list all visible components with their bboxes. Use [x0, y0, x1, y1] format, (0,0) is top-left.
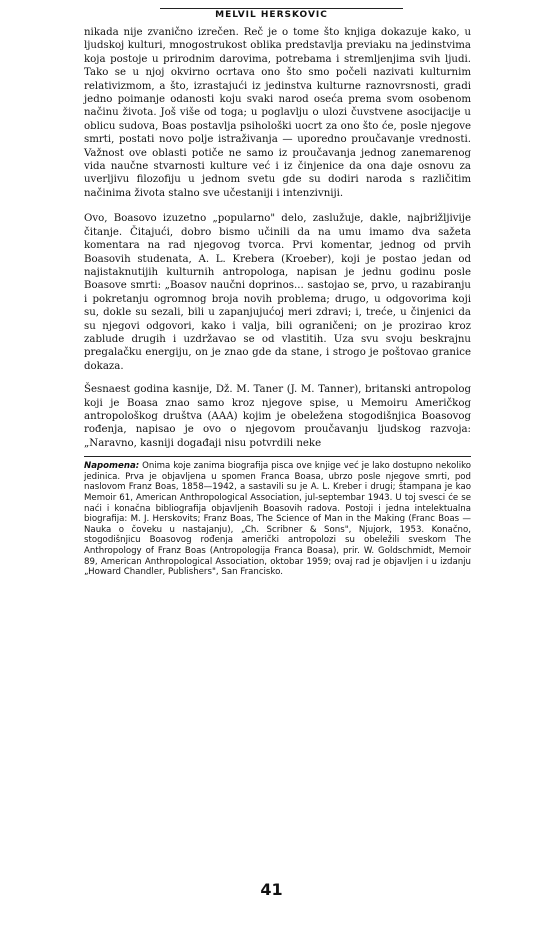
- page-body: [84, 26, 471, 578]
- paragraph-3: Šesnaest godina kasnije, Dž. M. Taner (J. M. Tanner), britanski antropolog koji je Boasa znao samo kroz njegove spise, u Memoiru Američkog antropološkog društva (AAA) kojim je obeležena stogodišnjica Boasovog rođenja, napisao je ovo o njegovom proučavanju ljudskog razvoja: „Naravno, kasniji događaji nisu potvrdili neke: [84, 384, 471, 449]
- footnote-label: Napomena:: [84, 461, 140, 472]
- footnote: [84, 461, 471, 578]
- paragraph-2: Ovo, Boasovo izuzetno „popularno" delo, zaslužuje, dakle, najbrižljivije čitanje. Čitajući, dobro bismo učinili da na umu imamo dva sažeta komentara na rad njegovog tvorca. Prvi komentar, jednog od prvih Boasovih studenata, A. L. Krebera (Kroeber), koji je postao jedan od najistaknutijih kulturnih antropologa, napisan je jednu godinu posle Boasove smrti: „Boasov naučni doprinos... sastojao se, prvo, u razabiranju i pokretanju ogromnog broja novih problema; drugo, u odgovorima koji su, dokle su sezali, bili u zapanjujućoj meri zdravi; i, treće, u činjenici da su njegovi odgovori, kako i valja, bili ograničeni; on je prozirao kroz zablude drugih i uzdržavao se od vlastitih. Uza svu svoju beskrajnu pregalačku energiju, on je znao gde da stane, i strogo je poštovao granice dokaza.: [84, 213, 471, 372]
- running-header: MELVIL HERSKOVIC: [215, 10, 328, 20]
- footnote-text: Onima koje zanima biografija pisca ove knjige već je lako dostupno nekoliko jedinica. Prva je objavljena u spomen Franca Boasa, ubrzo posle njegove smrti, pod naslovom Franz Boas, 1858—1942, a sastavili su je A. L. Kreber i drugi; štampana je kao Memoir 61, American Anthropological Association, jul-septembar 1943. U toj svesci će se naći i konačna bibliografija objavljenih Boasovih radova. Postoji i jedna intelektualna biografija: M. J. Herskovits; Franz Boas, The Science of Man in the Making (Franc Boas — Nauka o čoveku u nastajanju), „Ch. Scribner & Sons", Njujork, 1953. Konačno, stogodišnjicu Boasovog rođenja američki antropolozi su obeležili sveskom The Anthropology of Franz Boas (Antropologija Franca Boasa), prir. W. Goldschmidt, Memoir 89, American Anthropological Association, oktobar 1959; ovaj rad je objavljen i u izdanju „Howard Chandler, Publishers", San Francisko.: [84, 461, 472, 578]
- paragraph-1: nikada nije zvanično izrečen. Reč je o tome što knjiga dokazuje kako, u ljudskoj kulturi, mnogostrukost oblika predstavlja previaku na jedinstvima koja postoje u prirodnim darovima, potrebama i stremljenjima svih ljudi. Tako se u njoj okvirno ocrtava ono što smo počeli nazivati kulturnim relativizmom, a što, izrastajući iz jedinstva kulturne raznovrsnosti, gradi jedno poimanje odanosti koju svaki narod oseća prema svom osobenom načinu života. Još više od toga; u poglavlju o ulozi čuvstvene asocijacije u oblicu sudova, Boas postavlja psihološki uocrt za ono što će, posle njegove smrti, postati novo polje istraživanja — uporedno proučavanje vrednosti. Važnost ove oblasti potiče ne samo iz proučavanja jednog zanemarenog vida naučne stvarnosti kulture već i iz činjenice da ona daje osnovu za uverljivu filozofiju u jednom svetu gde su dodiri naroda s različitim načinima života stalno sve učestaniji i intenzivniji.: [84, 27, 471, 199]
- footnote-rule: [84, 456, 471, 457]
- header-rule: [160, 8, 403, 9]
- page-number: 41: [260, 880, 283, 899]
